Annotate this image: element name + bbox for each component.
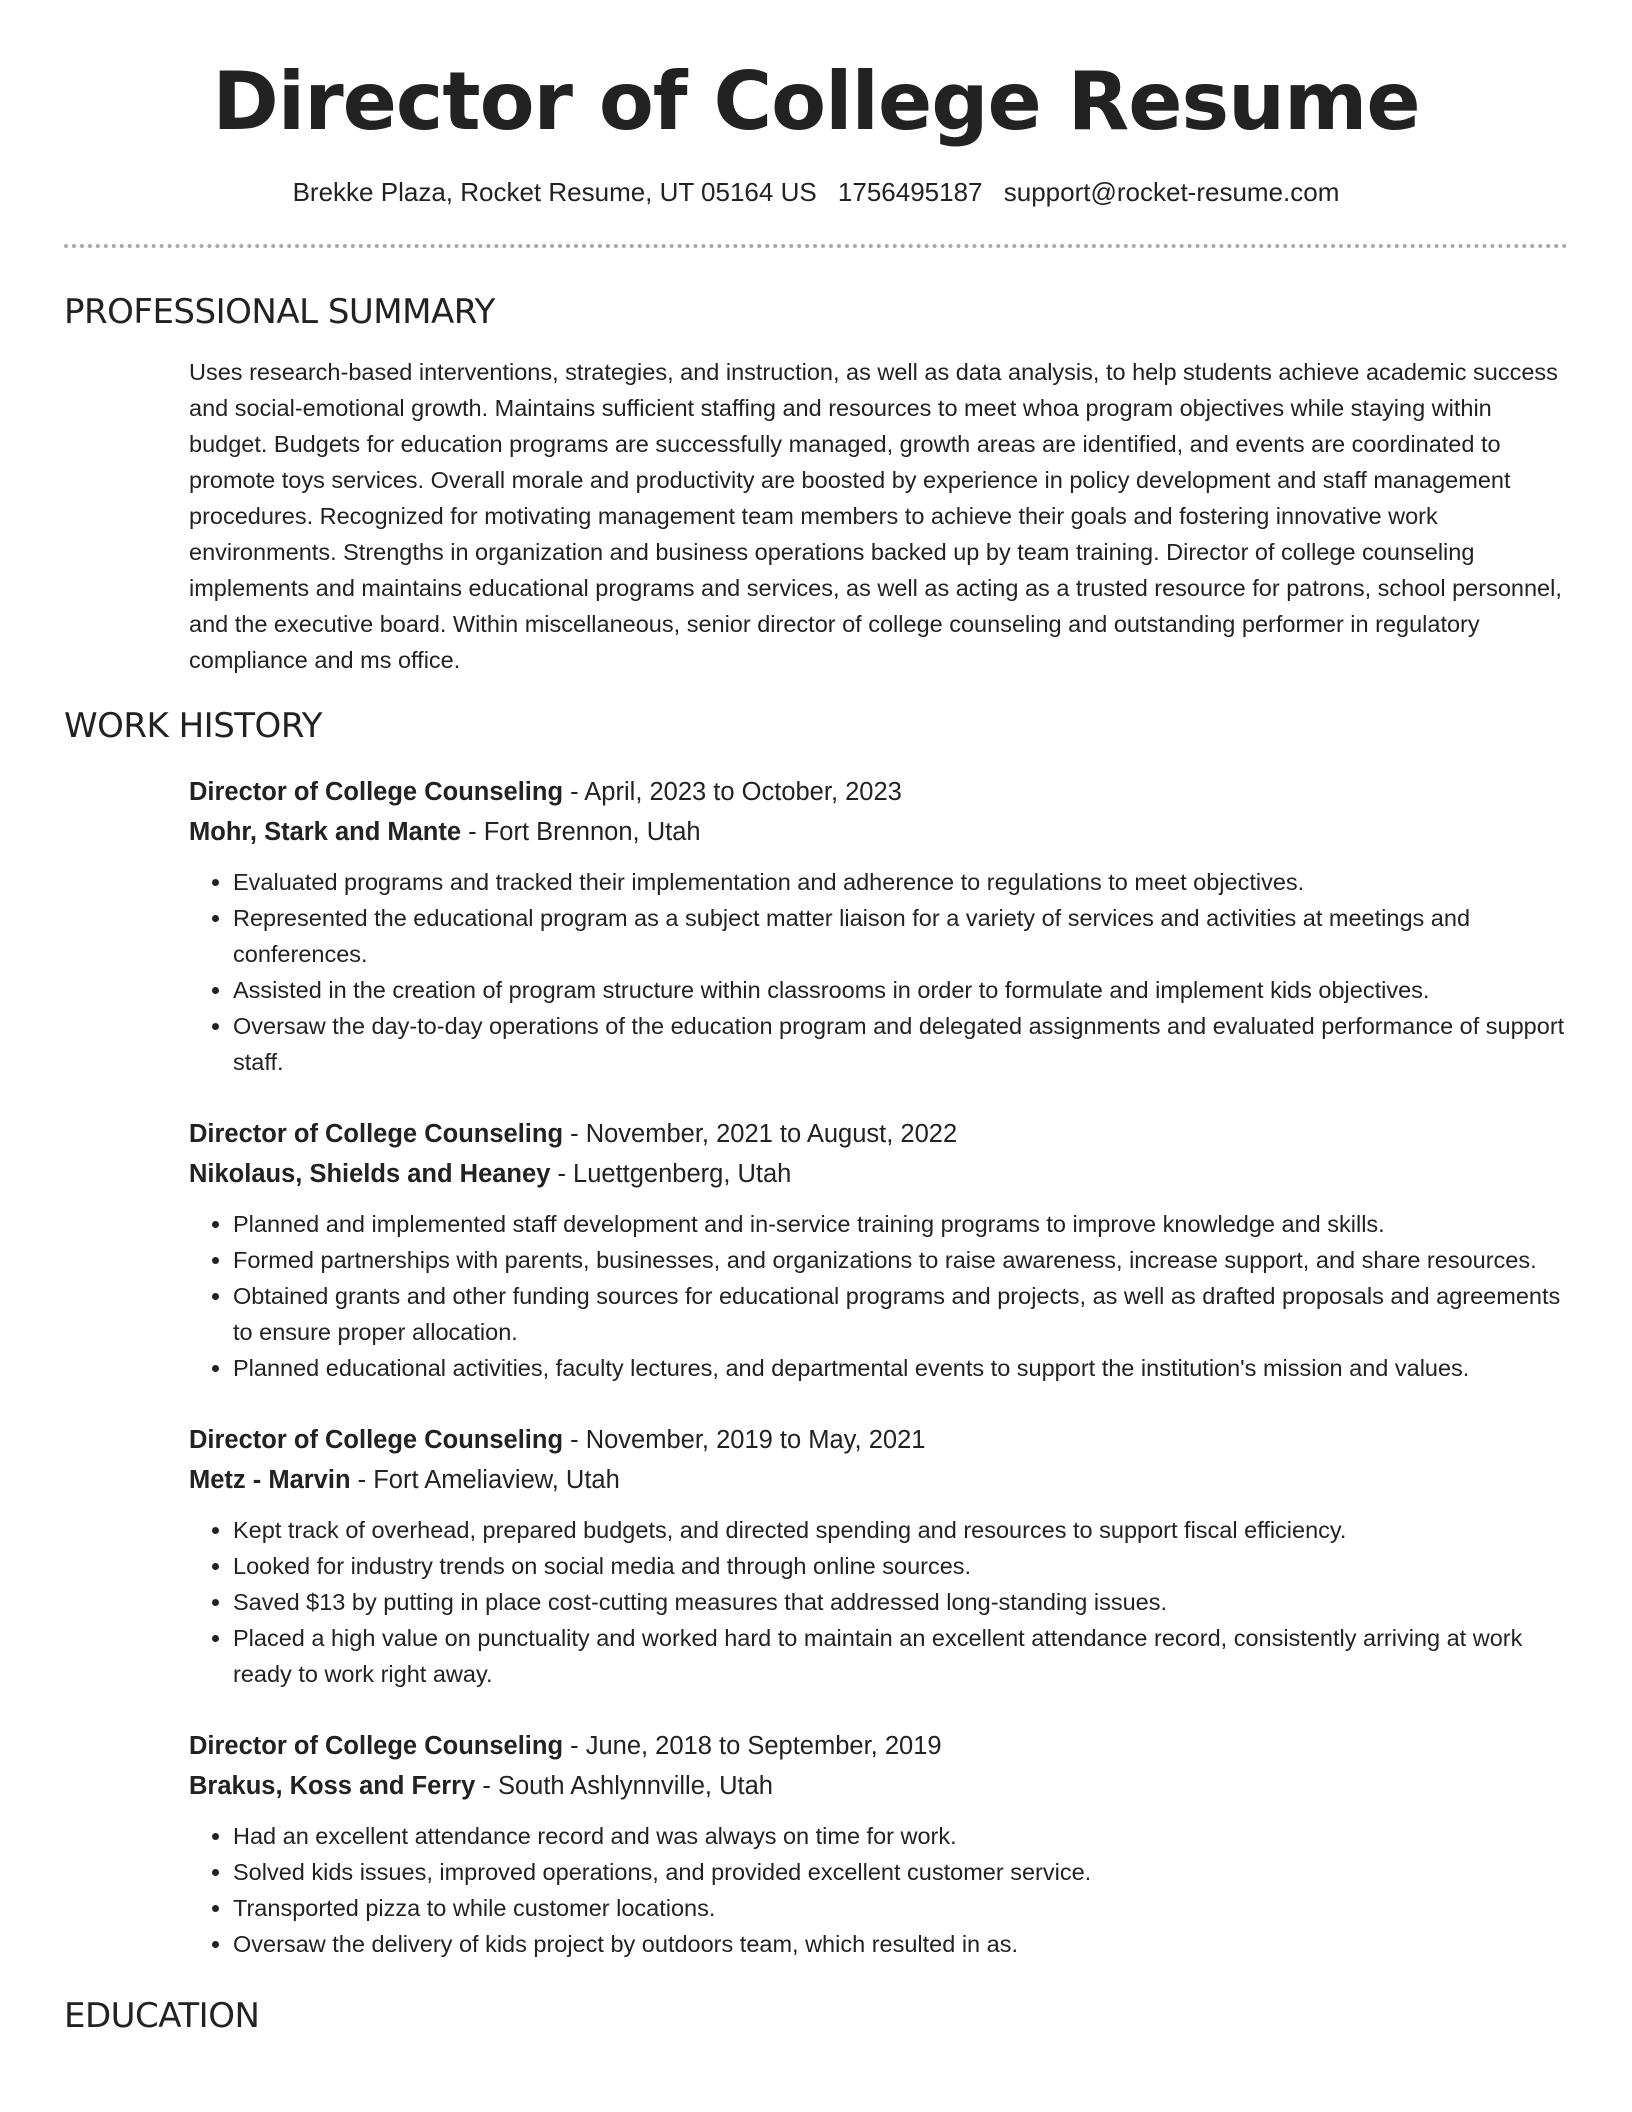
job-bullets: [189, 1818, 1568, 1962]
job-title-line: [189, 772, 1568, 812]
job-title-line: [189, 1420, 1568, 1460]
job-company-line: [189, 812, 1568, 852]
job-bullets: [189, 864, 1568, 1080]
job-bullet: • Planned educational activities, faculty lectures, and departmental events to support the institution's mission and values.: [233, 1350, 1568, 1386]
job-bullet: • Kept track of overhead, prepared budgets, and directed spending and resources to support fiscal efficiency.: [233, 1512, 1568, 1548]
job-location: - Fort Brennon, Utah: [461, 818, 701, 846]
job-bullet: • Evaluated programs and tracked their implementation and adherence to regulations to meet objectives.: [233, 864, 1568, 900]
job-company: Metz - Marvin: [189, 1466, 351, 1494]
job-bullet: • Oversaw the delivery of kids project by outdoors team, which resulted in as.: [233, 1926, 1568, 1962]
dotted-divider: [64, 244, 1568, 248]
contact-email: support@rocket-resume.com: [1003, 177, 1340, 207]
job-dates: - June, 2018 to September, 2019: [563, 1732, 942, 1760]
job-list: [189, 772, 1568, 1962]
job-dates: - November, 2019 to May, 2021: [563, 1426, 926, 1454]
job-company-line: [189, 1766, 1568, 1806]
job-bullet: • Transported pizza to while customer locations.: [233, 1890, 1568, 1926]
summary-text: Uses research-based interventions, strategies, and instruction, as well as data analysis, to help students achieve academic success and social-emotional growth. Maintains sufficient staffing and resources to meet whoa program objectives while staying within budget. Budgets for education programs are successfully managed, growth areas are identified, and events are coordinated to promote toys services. Overall morale and productivity are boosted by experience in policy development and staff management procedures. Recognized for motivating management team members to achieve their goals and fostering innovative work environments. Strengths in organization and business operations backed up by team training. Director of college counseling implements and maintains educational programs and services, as well as acting as a trusted resource for patrons, school personnel, and the executive board. Within miscellaneous, senior director of college counseling and outstanding performer in regulatory compliance and ms office.: [189, 359, 1562, 673]
job-entry: [189, 1726, 1568, 1962]
work-history-heading: WORK HISTORY: [64, 706, 323, 746]
job-bullets: [189, 1512, 1568, 1692]
contact-line: [64, 176, 1568, 208]
job-bullet: • Saved $13 by putting in place cost-cutting measures that addressed long-standing issues.: [233, 1584, 1568, 1620]
resume-title: Director of College Resume: [212, 55, 1420, 148]
job-bullet: • Represented the educational program as a subject matter liaison for a variety of services and activities at meetings and conferences.: [233, 900, 1568, 972]
job-entry: [189, 772, 1568, 1080]
job-title-line: [189, 1726, 1568, 1766]
job-dates: - April, 2023 to October, 2023: [563, 778, 902, 806]
job-bullet: • Had an excellent attendance record and was always on time for work.: [233, 1818, 1568, 1854]
job-company: Brakus, Koss and Ferry: [189, 1772, 476, 1800]
job-company-line: [189, 1154, 1568, 1194]
job-company: Nikolaus, Shields and Heaney: [189, 1160, 551, 1188]
job-bullet: • Planned and implemented staff development and in-service training programs to improve knowledge and skills.: [233, 1206, 1568, 1242]
job-location: - Fort Ameliaview, Utah: [350, 1466, 620, 1494]
job-bullets: [189, 1206, 1568, 1386]
job-bullet: • Solved kids issues, improved operations, and provided excellent customer service.: [233, 1854, 1568, 1890]
job-bullet: • Obtained grants and other funding sources for educational programs and projects, as well as drafted proposals and agreements to ensure proper allocation.: [233, 1278, 1568, 1350]
contact-phone: 1756495187: [837, 177, 983, 207]
job-bullet: • Looked for industry trends on social media and through online sources.: [233, 1548, 1568, 1584]
summary-heading: PROFESSIONAL SUMMARY: [64, 292, 495, 332]
job-title: Director of College Counseling: [189, 1120, 564, 1148]
job-company-line: [189, 1460, 1568, 1500]
job-title: Director of College Counseling: [189, 1732, 564, 1760]
job-location: - Luettgenberg, Utah: [550, 1160, 792, 1188]
job-title-line: [189, 1114, 1568, 1154]
job-dates: - November, 2021 to August, 2022: [563, 1120, 958, 1148]
job-bullet: • Formed partnerships with parents, businesses, and organizations to raise awareness, increase support, and share resources.: [233, 1242, 1568, 1278]
job-title: Director of College Counseling: [189, 1426, 564, 1454]
job-bullet: • Oversaw the day-to-day operations of the education program and delegated assignments and evaluated performance of support staff.: [233, 1008, 1568, 1080]
job-bullet: • Placed a high value on punctuality and worked hard to maintain an excellent attendance record, consistently arriving at work ready to work right away.: [233, 1620, 1568, 1692]
job-entry: [189, 1114, 1568, 1386]
job-location: - South Ashlynnville, Utah: [475, 1772, 773, 1800]
education-heading: EDUCATION: [64, 1996, 260, 2036]
job-entry: [189, 1420, 1568, 1692]
job-company: Mohr, Stark and Mante: [189, 818, 462, 846]
job-bullet: • Assisted in the creation of program structure within classrooms in order to formulate and implement kids objectives.: [233, 972, 1568, 1008]
job-title: Director of College Counseling: [189, 778, 564, 806]
contact-address: Brekke Plaza, Rocket Resume, UT 05164 US: [292, 177, 817, 207]
